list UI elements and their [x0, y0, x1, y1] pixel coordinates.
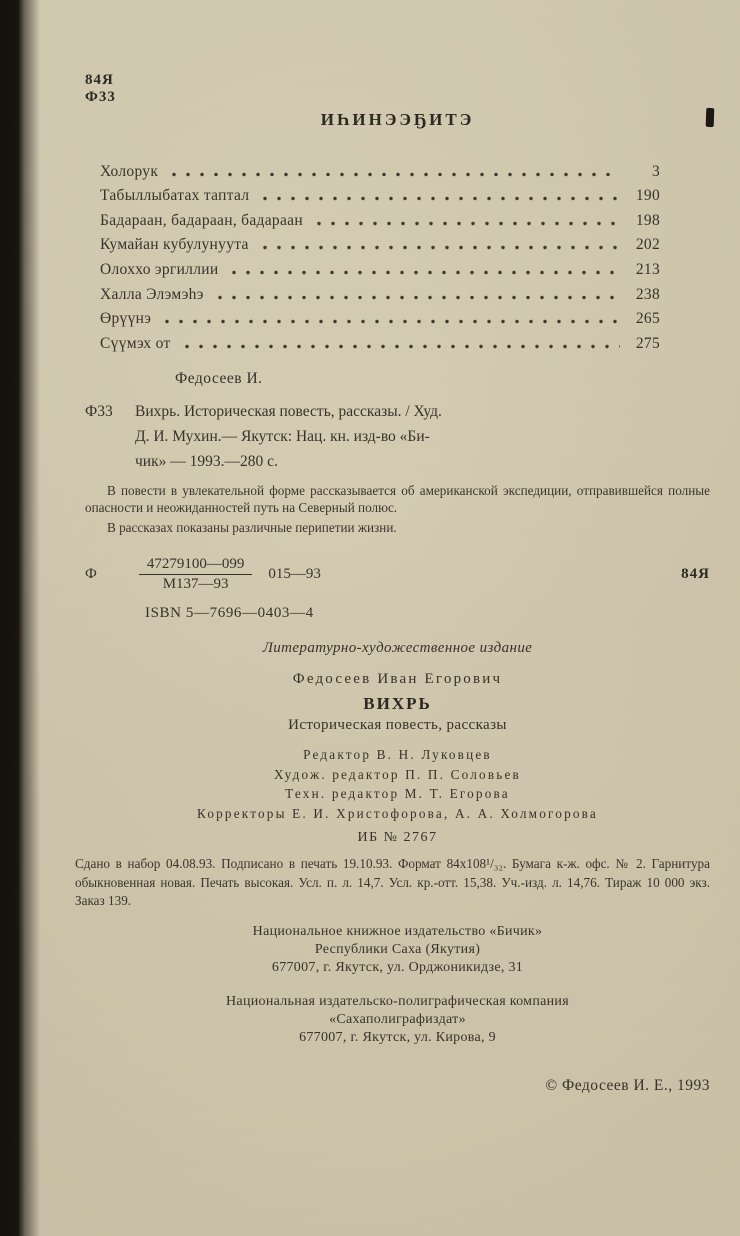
- imprint-paragraph: Сдано в набор 04.08.93. Подписано в печать 19.10.93. Формат 84х108¹/₃₂. Бумага к-ж. офс. № 2. Гарнитура обыкновенная новая. Печать высокая. Усл. п. л. 14,7. Усл. кр.-отт. 15,38. Уч.-изд. л. 14,76. Тираж 10 000 экз. Заказ 139.: [75, 856, 710, 909]
- publisher-address: 677007, г. Якутск, ул. Орджоникидзе, 31: [271, 959, 524, 975]
- classmark: [85, 72, 710, 106]
- edition-type-line: Литературно-художественное издание: [262, 640, 533, 657]
- isbn-line: ISBN 5—7696—0403—4: [145, 605, 314, 622]
- toc-entry-page: 202: [635, 236, 660, 254]
- publisher-block: [85, 923, 710, 977]
- right-classmark: 84Я: [681, 566, 710, 583]
- toc-entry-page: 238: [635, 285, 660, 303]
- printer-block: [85, 993, 710, 1047]
- printer-name: Национальная издательско-полиграфическая компания: [226, 993, 569, 1009]
- toc-entry-page: 3: [651, 162, 660, 180]
- toc-leader: [258, 196, 620, 201]
- annotation: [85, 482, 710, 537]
- classmark-line2: Ф33: [85, 89, 116, 105]
- staff-proofreaders: Корректоры Е. И. Христофорова, А. А. Холмогорова: [197, 805, 598, 821]
- toc-row: [100, 156, 660, 181]
- staff-list: [85, 745, 710, 823]
- staff-editor: Редактор В. Н. Луковцев: [303, 747, 492, 763]
- toc-entry-title: Кумайан кубулунуута: [100, 236, 249, 254]
- toc-row: [100, 279, 660, 304]
- toc-entry-title: Өрүүнэ: [100, 310, 152, 328]
- classmark-line1: 84Я: [85, 72, 114, 88]
- edition-author: Федосеев Иван Егорович: [292, 671, 503, 688]
- toc-entry-title: Бадараан, бадараан, бадараан: [100, 211, 303, 229]
- toc-leader: [213, 295, 620, 300]
- copyright-line: © Федосеев И. Е., 1993: [545, 1076, 710, 1094]
- staff-tech-editor: Техн. редактор М. Т. Егорова: [285, 786, 510, 802]
- toc-entry-page: 198: [635, 211, 660, 229]
- catalog-card-text: [135, 399, 710, 474]
- catalog-index-denominator: М137—93: [162, 576, 229, 593]
- toc-entry-page: 190: [635, 187, 660, 205]
- toc-entry-title: Халла Элэмэһэ: [100, 285, 204, 303]
- toc-entry-title: Олоххо эргиллии: [100, 260, 219, 278]
- scan-artifact: [706, 108, 715, 127]
- catalog-card-line: Д. И. Мухин.— Якутск: Нац. кн. изд-во «Би-: [135, 427, 430, 445]
- catalog-index-fraction: [139, 556, 253, 593]
- toc-row: [100, 230, 660, 255]
- catalog-index-suffix: 015—93: [268, 566, 321, 583]
- toc-list: [100, 156, 660, 353]
- catalog-index-numerator: 47279100—099: [139, 556, 253, 575]
- ib-number: ИБ № 2767: [357, 830, 438, 846]
- publisher-region: Республики Саха (Якутия): [314, 941, 481, 957]
- toc-leader: [312, 221, 620, 226]
- toc-entry-title: Холорук: [100, 162, 159, 180]
- catalog-card-code: Ф33: [85, 402, 113, 420]
- annotation-para2: В рассказах показаны различные перипетии жизни.: [107, 519, 397, 535]
- catalog-index-letter: Ф: [85, 566, 97, 583]
- book-title: ВИХРЬ: [363, 694, 432, 714]
- annotation-para1: В повести в увлекательной форме рассказывается об американской экспедиции, отправившейся полные опасности и неожиданностей путь на Северный полюс.: [85, 482, 710, 516]
- scan-edge-left: [0, 0, 40, 1236]
- toc-entry-title: Сүүмэх от: [100, 334, 171, 352]
- publisher-name: Национальное книжное издательство «Бичик»: [252, 923, 543, 939]
- printer-brand: «Сахаполиграфиздат»: [329, 1011, 466, 1027]
- toc-leader: [167, 172, 620, 177]
- toc-row: [100, 205, 660, 230]
- book-subtitle: Историческая повесть, рассказы: [288, 717, 507, 734]
- toc-row: [100, 328, 660, 353]
- toc-row: [100, 304, 660, 329]
- toc-row: [100, 181, 660, 206]
- catalog-card: [85, 399, 710, 474]
- toc-leader: [180, 344, 620, 349]
- toc-leader: [227, 270, 620, 275]
- catalog-author: Федосеев И.: [175, 369, 263, 387]
- catalog-card-line: Вихрь. Историческая повесть, рассказы. / Худ.: [135, 402, 442, 420]
- toc-row: [100, 254, 660, 279]
- catalog-index: [85, 556, 710, 593]
- toc-entry-page: 265: [635, 310, 660, 328]
- printer-address: 677007, г. Якутск, ул. Кирова, 9: [299, 1029, 496, 1045]
- catalog-card-line: чик» — 1993.—280 с.: [135, 452, 278, 470]
- staff-art-editor: Худож. редактор П. П. Соловьев: [274, 766, 521, 782]
- toc-leader: [258, 245, 620, 250]
- toc-entry-title: Табыллыбатах таптал: [100, 187, 250, 205]
- toc-leader: [160, 319, 620, 324]
- toc-heading: ИҺИНЭЭҔИТЭ: [320, 110, 475, 129]
- toc-entry-page: 275: [635, 334, 660, 352]
- toc-entry-page: 213: [635, 260, 660, 278]
